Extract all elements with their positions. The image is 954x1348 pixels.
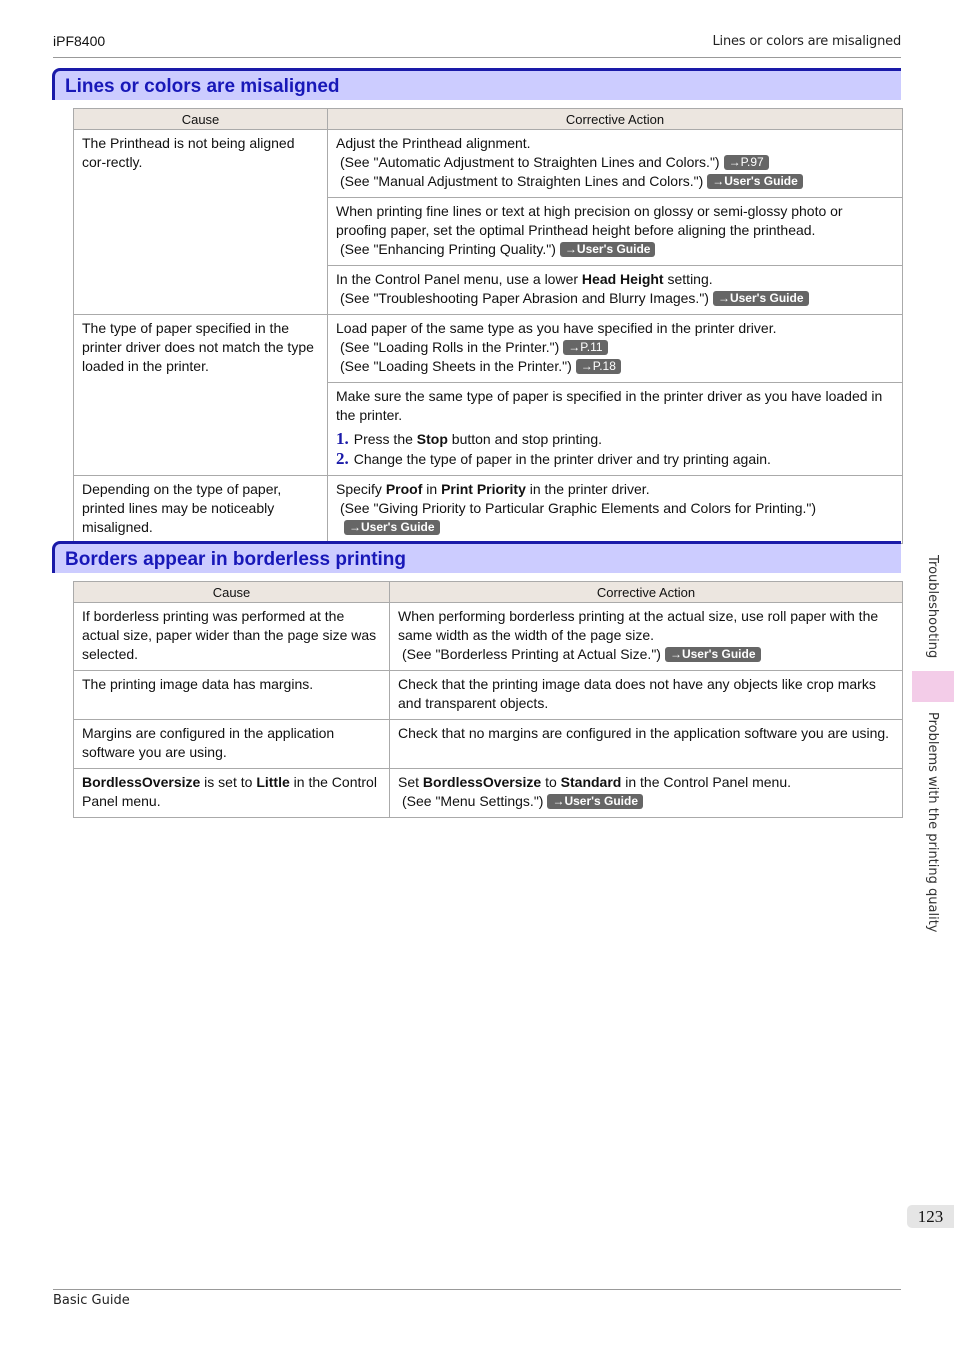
- cause-cell: [74, 315, 328, 476]
- see-reference: (See "Borderless Printing at Actual Size.") →User's Guide: [398, 645, 894, 664]
- cause-cell: The printing image data has margins.: [74, 671, 390, 720]
- action-cell: [328, 198, 903, 266]
- column-header-action: Corrective Action: [390, 582, 903, 603]
- action-cell: When performing borderless printing at the actual size, use roll paper with the same width as the width of the page size. (See "Borderless Printing at Actual Size.") →User's Guide: [390, 603, 903, 671]
- cause-cell: [74, 476, 328, 544]
- see-reference: (See "Loading Sheets in the Printer.") →P.18: [336, 357, 894, 376]
- cause-cell: [74, 130, 328, 315]
- see-reference: (See "Enhancing Printing Quality.") →User's Guide: [336, 240, 894, 259]
- table-row: [74, 476, 903, 544]
- see-reference: (See "Menu Settings.") →User's Guide: [398, 792, 894, 811]
- users-guide-link[interactable]: →User's Guide: [344, 520, 440, 535]
- users-guide-link[interactable]: →User's Guide: [713, 291, 809, 306]
- table-header-row: [74, 582, 903, 603]
- printer-model: iPF8400: [53, 33, 106, 49]
- column-header-action: Corrective Action: [328, 109, 903, 130]
- table-row: [74, 769, 903, 818]
- see-reference: (See "Troubleshooting Paper Abrasion and Blurry Images.") →User's Guide: [336, 289, 894, 308]
- action-cell: [328, 315, 903, 383]
- action-text: Make sure the same type of paper is specified in the printer driver as you have loaded in the printer.: [336, 388, 883, 423]
- footer-guide-name: Basic Guide: [53, 1293, 130, 1308]
- action-text: When printing fine lines or text at high precision on glossy or semi-glossy photo or proofing paper, set the optimal Printhead height before aligning the printhead.: [336, 203, 843, 238]
- action-cell: Check that the printing image data does not have any objects like crop marks and transparent objects.: [390, 671, 903, 720]
- step-2: 2. Change the type of paper in the printer driver and try printing again.: [336, 449, 771, 468]
- page-link[interactable]: →P.97: [724, 155, 769, 170]
- cause-cell: If borderless printing was performed at the actual size, paper wider than the page size was selected.: [74, 603, 390, 671]
- users-guide-link[interactable]: →User's Guide: [560, 242, 656, 257]
- action-cell: In the Control Panel menu, use a lower Head Height setting. (See "Troubleshooting Paper Abrasion and Blurry Images.") →User's Guide: [328, 266, 903, 315]
- cause-text: Depending on the type of paper, printed lines may be noticeably misaligned.: [82, 481, 282, 535]
- setting-name: Head Height: [581, 271, 664, 287]
- cause-cell: Margins are configured in the application software you are using.: [74, 720, 390, 769]
- header-divider: [53, 57, 901, 58]
- cause-cell: BordlessOversize is set to Little in the Control Panel menu.: [74, 769, 390, 818]
- table-header-row: [74, 109, 903, 130]
- column-header-cause: Cause: [74, 109, 328, 130]
- button-name: Stop: [416, 431, 448, 447]
- action-text: Adjust the Printhead alignment.: [336, 135, 531, 151]
- users-guide-link[interactable]: →User's Guide: [707, 174, 803, 189]
- subchapter-tab[interactable]: Problems with the printing quality: [925, 712, 940, 933]
- table-row: [74, 603, 903, 671]
- see-reference: (See "Loading Rolls in the Printer.") →P.11: [336, 338, 894, 357]
- footer-divider: [53, 1289, 901, 1290]
- users-guide-link[interactable]: →User's Guide: [547, 794, 643, 809]
- page-number: 123: [907, 1205, 954, 1228]
- action-cell: Check that no margins are configured in the application software you are using.: [390, 720, 903, 769]
- users-guide-link[interactable]: →User's Guide: [665, 647, 761, 662]
- current-section-marker: [912, 671, 954, 702]
- action-text: Load paper of the same type as you have specified in the printer driver.: [336, 320, 777, 336]
- section-heading-borders: [52, 541, 901, 573]
- action-cell: Specify Proof in Print Priority in the printer driver. (See "Giving Priority to Particular Graphic Elements and Colors for Printing.")→User's Guide: [328, 476, 903, 544]
- section-title: Borders appear in borderless printing: [65, 549, 407, 570]
- page-link[interactable]: →P.11: [563, 340, 607, 355]
- running-header: Lines or colors are misaligned: [712, 34, 901, 49]
- section-heading-misaligned: [52, 68, 901, 100]
- borders-table: [73, 581, 903, 818]
- see-reference: (See "Giving Priority to Particular Graphic Elements and Colors for Printing.")→User's Guide: [340, 500, 817, 534]
- action-cell: [328, 130, 903, 198]
- table-row: [74, 720, 903, 769]
- chapter-tab[interactable]: Troubleshooting: [925, 555, 940, 659]
- action-cell: [328, 383, 903, 476]
- table-row: [74, 671, 903, 720]
- action-cell: Set BordlessOversize to Standard in the Control Panel menu. (See "Menu Settings.") →User's Guide: [390, 769, 903, 818]
- table-row: [74, 130, 903, 198]
- see-reference: (See "Automatic Adjustment to Straighten Lines and Colors.") →P.97: [336, 153, 894, 172]
- misaligned-table: [73, 108, 903, 544]
- cause-text: The Printhead is not being aligned cor-rectly.: [82, 135, 295, 170]
- cause-text: The type of paper specified in the printer driver does not match the type loaded in the printer.: [82, 320, 314, 374]
- column-header-cause: Cause: [74, 582, 390, 603]
- section-title: Lines or colors are misaligned: [65, 76, 340, 97]
- table-row: [74, 315, 903, 383]
- step-1: 1. Press the Stop button and stop printing.: [336, 429, 602, 448]
- page-link[interactable]: →P.18: [576, 359, 621, 374]
- see-reference: (See "Manual Adjustment to Straighten Lines and Colors.") →User's Guide: [336, 172, 894, 191]
